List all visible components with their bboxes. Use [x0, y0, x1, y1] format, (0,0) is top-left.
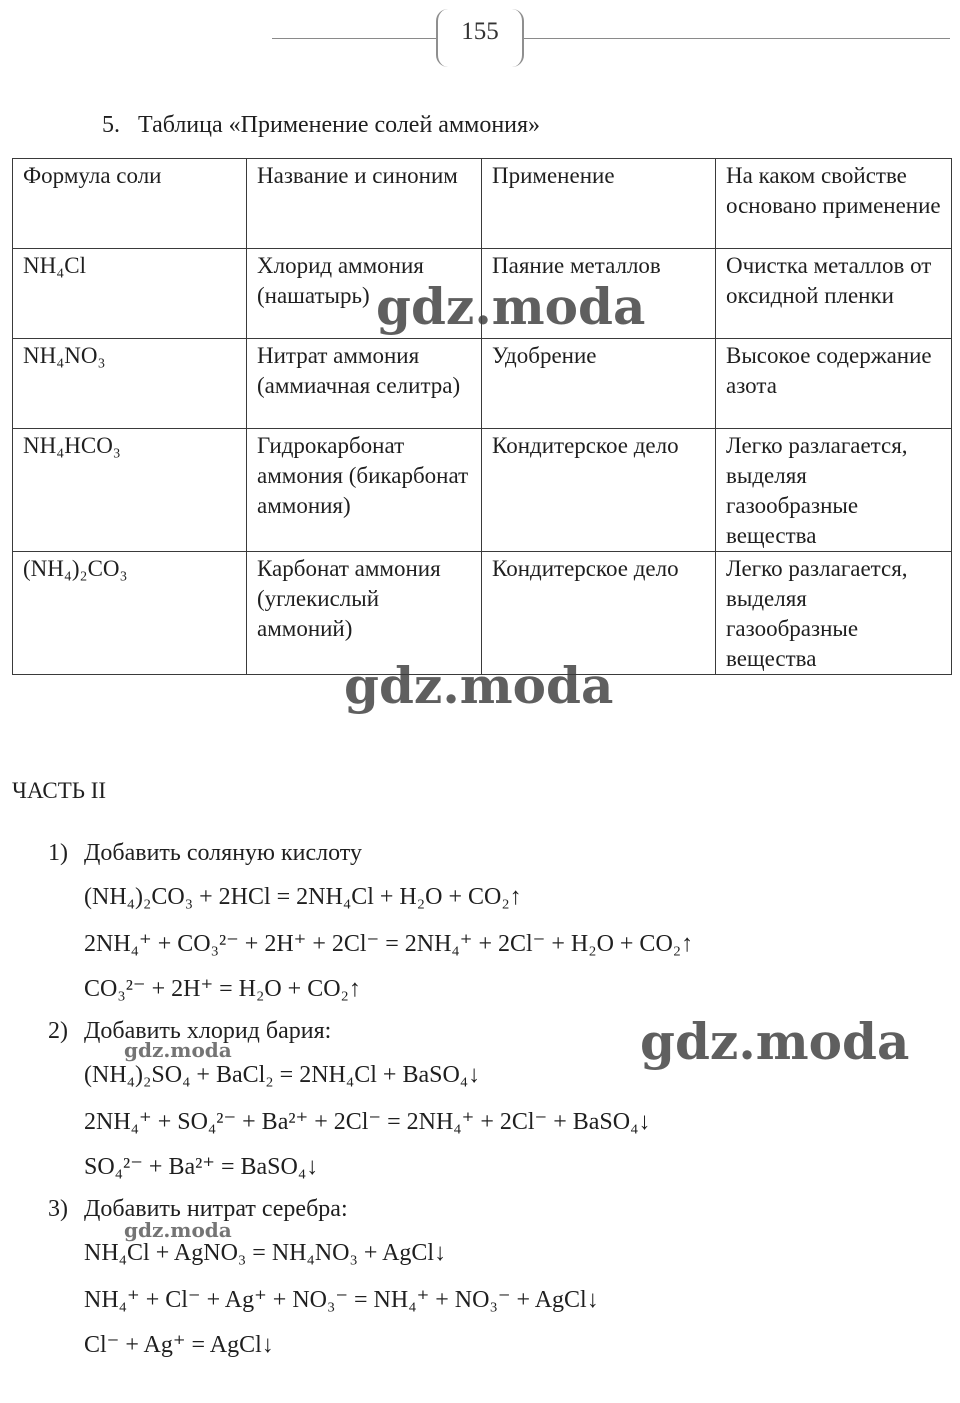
- table-header-cell: Название и синоним: [247, 159, 482, 249]
- item-number: 3): [48, 1196, 68, 1222]
- item-number: 2): [48, 1018, 68, 1044]
- watermark: gdz.moda: [344, 656, 614, 715]
- table-row: [13, 339, 952, 429]
- section-title: [102, 112, 540, 139]
- property-cell: Очистка металлов от оксидной пленки: [716, 249, 952, 339]
- formula-cell: NH₄Cl: [13, 249, 247, 339]
- formula-cell: (NH₄)₂CO₃: [13, 552, 247, 675]
- equation-molecular: NH₄Cl + AgNO₃ = NH₄NO₃ + AgCl↓: [84, 1240, 447, 1266]
- section-title-text: Таблица «Применение солей аммония»: [138, 112, 541, 138]
- name-cell: Хлорид аммония (нашатырь): [247, 249, 482, 339]
- watermark: gdz.moda: [376, 277, 646, 336]
- formula-cell: NH₄HCO₃: [13, 429, 247, 552]
- use-cell: Кондитерское дело: [482, 552, 716, 675]
- watermark: gdz.moda: [124, 1038, 232, 1062]
- watermark: gdz.moda: [640, 1012, 910, 1071]
- name-cell: Нитрат аммония (аммиачная селитра): [247, 339, 482, 429]
- equation-full-ionic: NH₄⁺ + Cl⁻ + Ag⁺ + NO₃⁻ = NH₄⁺ + NO₃⁻ + AgCl↓: [84, 1287, 599, 1313]
- property-cell: Легко разлагается, выделяя газообразные вещества: [716, 429, 952, 552]
- use-cell: Паяние металлов: [482, 249, 716, 339]
- item-number: 1): [48, 840, 68, 866]
- formula-cell: NH₄NO₃: [13, 339, 247, 429]
- equation-short-ionic: Cl⁻ + Ag⁺ = AgCl↓: [84, 1332, 274, 1358]
- item-title: [48, 840, 362, 867]
- item-title-text: Добавить нитрат серебра:: [84, 1196, 348, 1222]
- equation-molecular: (NH₄)₂SO₄ + BaCl₂ = 2NH₄Cl + BaSO₄↓: [84, 1062, 481, 1088]
- watermark: gdz.moda: [124, 1218, 232, 1242]
- section-number: 5.: [102, 112, 120, 138]
- property-cell: Легко разлагается, выделяя газообразные вещества: [716, 552, 952, 675]
- use-cell: Кондитерское дело: [482, 429, 716, 552]
- equation-short-ionic: SO₄²⁻ + Ba²⁺ = BaSO₄↓: [84, 1154, 319, 1180]
- item-title-text: Добавить соляную кислоту: [84, 840, 362, 866]
- page-number-text: 155: [461, 18, 499, 45]
- table-header-cell: На каком свойстве основано применение: [716, 159, 952, 249]
- item-title-text: Добавить хлорид бария:: [84, 1018, 332, 1044]
- header-rule-right: [522, 38, 950, 39]
- table-header-cell: Применение: [482, 159, 716, 249]
- property-cell: Высокое содержание азота: [716, 339, 952, 429]
- table-header-cell: Формула соли: [13, 159, 247, 249]
- equation-molecular: (NH₄)₂CO₃ + 2HCl = 2NH₄Cl + H₂O + CO₂↑: [84, 884, 522, 910]
- table-header-row: [13, 159, 952, 249]
- part-title: ЧАСТЬ II: [12, 778, 107, 803]
- name-cell: Гидрокарбонат аммония (бикарбонат аммония): [247, 429, 482, 552]
- equation-full-ionic: 2NH₄⁺ + SO₄²⁻ + Ba²⁺ + 2Cl⁻ = 2NH₄⁺ + 2Cl⁻ + BaSO₄↓: [84, 1109, 651, 1135]
- use-cell: Удобрение: [482, 339, 716, 429]
- page-number: [436, 9, 524, 67]
- name-cell: Карбонат аммония (углекислый аммоний): [247, 552, 482, 675]
- equation-short-ionic: CO₃²⁻ + 2H⁺ = H₂O + CO₂↑: [84, 976, 361, 1002]
- table-row: [13, 429, 952, 552]
- ammonium-salts-table: [12, 158, 952, 675]
- header-rule-left: [272, 38, 438, 39]
- equation-full-ionic: 2NH₄⁺ + CO₃²⁻ + 2H⁺ + 2Cl⁻ = 2NH₄⁺ + 2Cl⁻ + H₂O + CO₂↑: [84, 931, 694, 957]
